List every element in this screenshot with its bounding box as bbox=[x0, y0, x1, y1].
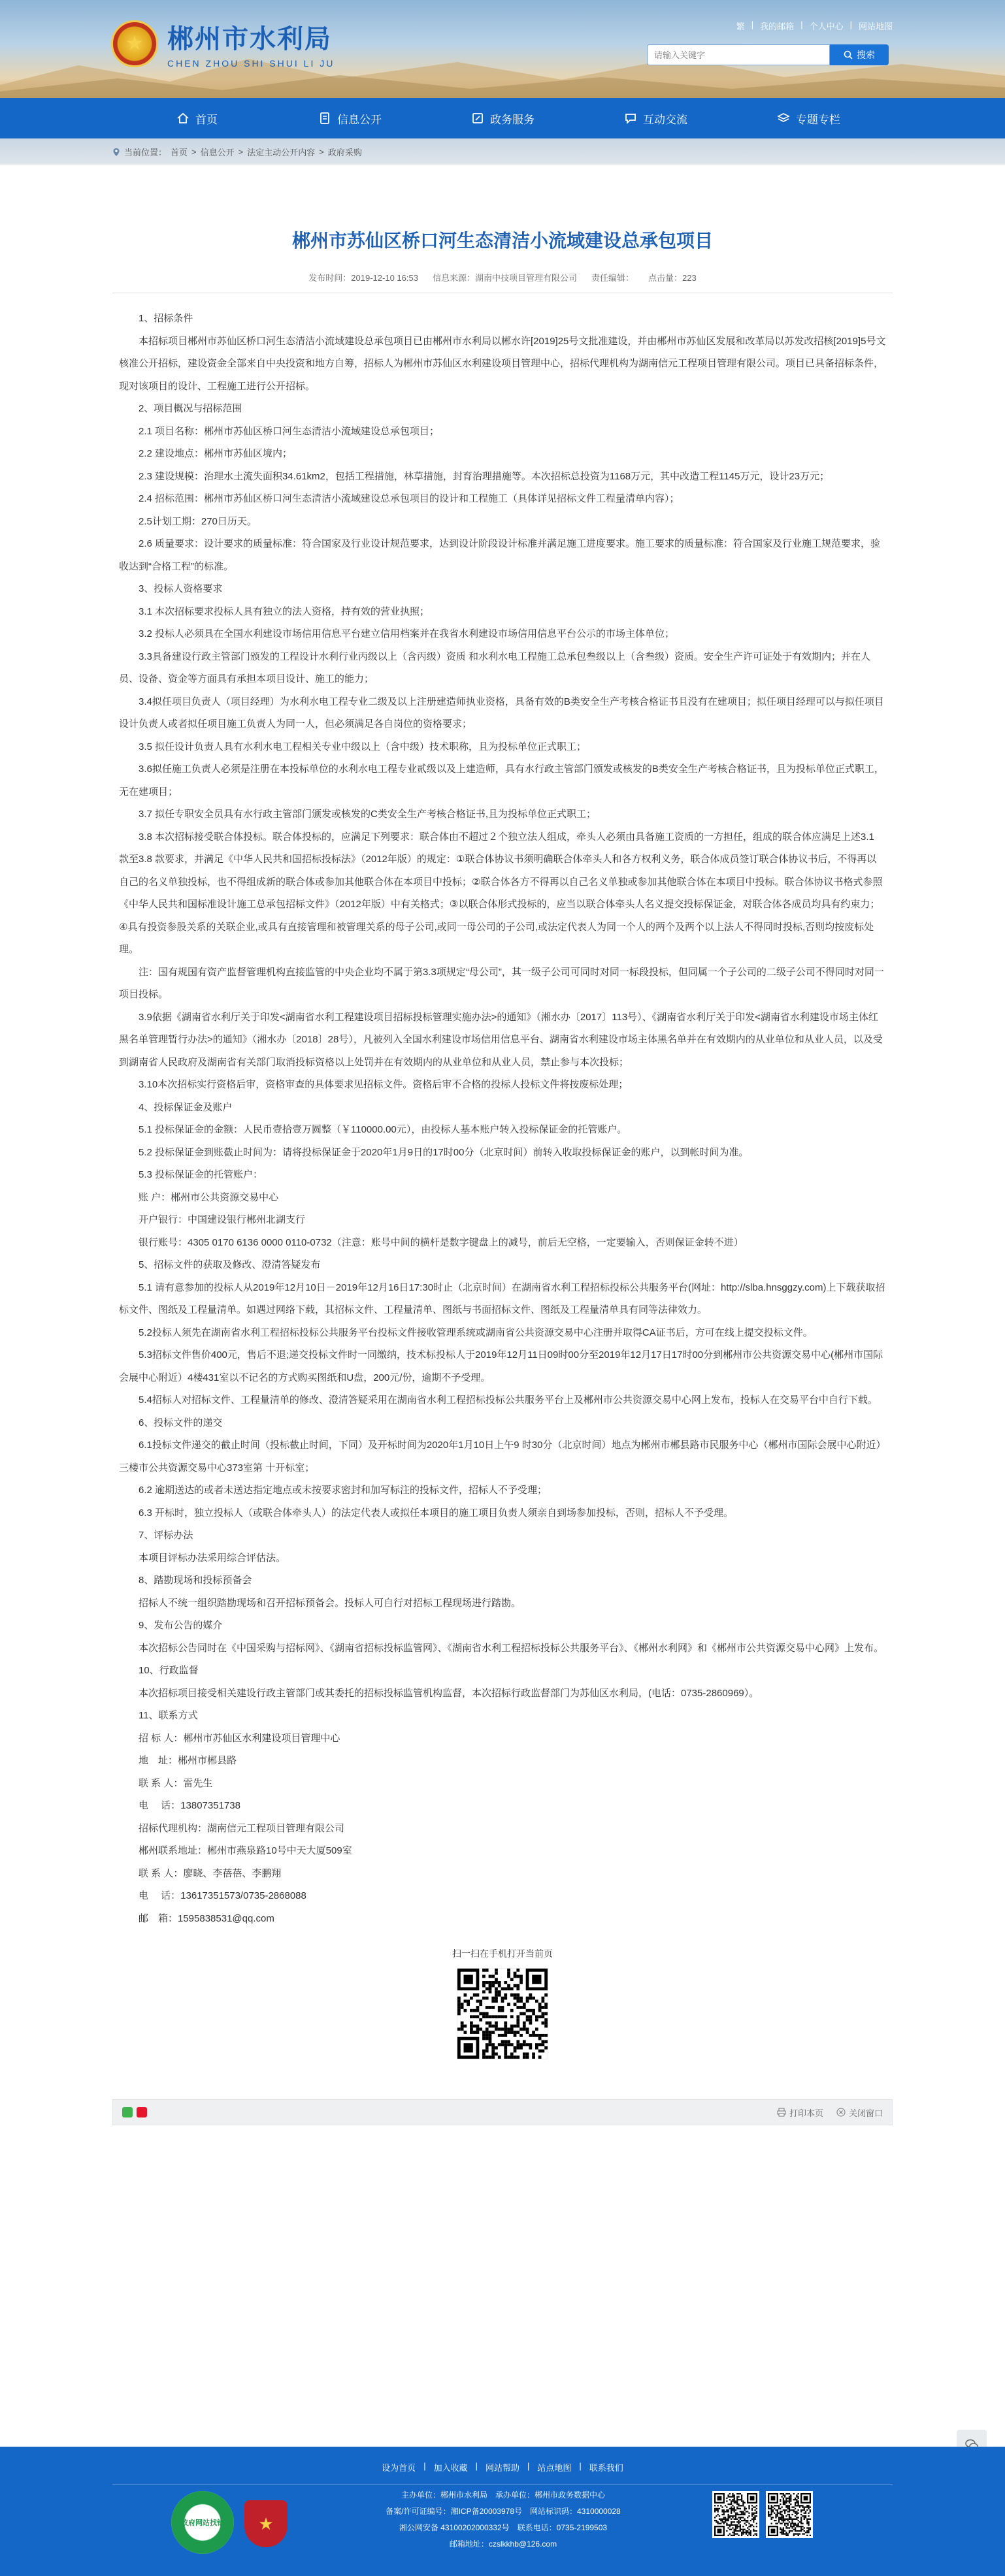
article-paragraph: 6.2 逾期送达的或者未送达指定地点或未按要求密封和加写标注的投标文件，招标人不予受理； bbox=[139, 1485, 548, 1496]
footer-link-sitemap[interactable]: 站点地图 bbox=[537, 2463, 572, 2473]
layers-icon bbox=[776, 111, 791, 125]
article-paragraph: 3.4拟任项目负责人（项目经理）为水利水电工程专业二级及以上注册建造师执业资格，具备有效的B类安全生产考核合格证书且没有在建项目；拟任项目经理可以与拟任项目设计负责人或者拟任项目施工负责人为同一人，但必须满足各自岗位的资格要求； bbox=[119, 696, 884, 730]
article-paragraph: 4、投标保证金及账户 bbox=[139, 1101, 233, 1113]
article-paragraph: 6.3 开标时，独立投标人（或联合体牵头人）的法定代表人或拟任本项目的施工项目负责人须亲自到场参加投标，否则，招标人不予受理。 bbox=[139, 1507, 734, 1519]
article-paragraph: 开户银行：中国建设银行郴州北湖支行 bbox=[139, 1214, 306, 1225]
article-paragraph: 6、投标文件的递交 bbox=[139, 1417, 223, 1428]
article-paragraph: 3.8 本次招标接受联合体投标。联合体投标的，应满足下列要求：联合体由不超过２个独立法人组成，牵头人必须由具备施工资质的一方担任，组成的联合体应满足上述3.1 款至3.8 款要求，并满足《中华人民共和国招标投标法》（2012年版）的规定：①联合体协议书须明确联合体牵头人和各方权利义务，联合体成员签订联合体协议书后，不得再以自己的名义单独投标，也不得组成新的联合体或参加其他联合体在本项目中投标；②联合体各方不得再以自己名义单独或参加其他联合体在本项目中投标。联合体协议书格式参照《中华人民共和国标准设计施工总承包招标文件》（2012年版）中有关格式；③以联合体形式投标的，应当以联合体牵头人名义提交投标保证金，对联合体各成员均具有约束力；④具有投资参股关系的关联企业,或具有直接管理和被管理关系的母子公司,或同一母公司的子公司,或法定代表人为同一个人的两个及两个以上法人不得同时投标,否则均按废标处理。 bbox=[119, 831, 883, 955]
article-paragraph: 3、投标人资格要求 bbox=[139, 583, 223, 594]
article-paragraph: 招标代理机构：湖南信元工程项目管理有限公司 bbox=[139, 1822, 345, 1834]
close-icon bbox=[836, 2108, 846, 2117]
footer-qr-code-icon-2 bbox=[766, 2491, 813, 2538]
site-header bbox=[0, 0, 1005, 98]
article-paragraph: 5.3 投标保证金的托管账户： bbox=[139, 1169, 263, 1180]
article-paragraph: 2、项目概况与招标范围 bbox=[139, 403, 242, 414]
article-paragraph: 3.7 拟任专职安全员具有水行政主管部门颁发或核发的C类安全生产考核合格证书,且为投标单位正式职工； bbox=[139, 809, 597, 820]
article-paragraph: 3.2 投标人必须具在全国水利建设市场信用信息平台建立信用档案并在我省水利建设市场信用信息平台公示的市场主体单位； bbox=[139, 628, 675, 639]
top-link-user-center[interactable]: 个人中心 bbox=[809, 22, 844, 31]
article-content bbox=[112, 293, 893, 1930]
footer-link-homepage[interactable]: 设为首页 bbox=[382, 2463, 416, 2473]
breadcrumb-item-home[interactable]: 首页 bbox=[171, 148, 188, 157]
article-paragraph: 5.2投标人须先在湖南省水利工程招标投标公共服务平台投标文件接收管理系统或湖南省公共资源交易中心注册并取得CA证书后，方可在线上提交投标文件。 bbox=[139, 1327, 813, 1338]
article-paragraph: 9、发布公告的媒介 bbox=[139, 1620, 223, 1631]
article-paragraph: 5.3招标文件售价400元，售后不退;递交投标文件时一同缴纳，技术标投标人于2019年12月11日09时00分至2019年12月17日17时00分到郴州市公共资源交易中心(郴州市国际会展中心附近）4楼431室以不记名的方式购买图纸和U盘，200元/份，逾期不予受理。 bbox=[119, 1349, 883, 1383]
article-paragraph: 联 系 人：廖晓、李蓓蓓、李鹏翔 bbox=[139, 1867, 282, 1879]
article-paragraph: 3.1 本次招标要求投标人具有独立的法人资格，持有效的营业执照； bbox=[139, 605, 430, 617]
site-name-en: CHEN ZHOU SHI SHUI LI JU bbox=[167, 58, 335, 69]
article-paragraph: 3.5 拟任设计负责人具有水利水电工程相关专业中级以上（含中级）技术职称，且为投标单位正式职工； bbox=[139, 741, 587, 752]
top-link-mailbox[interactable]: 我的邮箱 bbox=[760, 22, 795, 31]
article-paragraph: 本招标项目郴州市苏仙区桥口河生态清洁小流域建设总承包项目已由郴州市水利局以郴水许[2019]25号文批准建设，并由郴州市苏仙区发展和改革局以苏发改招核[2019]5号文核准公开招标，建设资金全部来自中央投资和地方自筹，招标人为郴州市苏仙区水利建设项目管理中心，招标代理机构为湖南信元工程项目管理有限公司。项目已具备招标条件，现对该项目的设计、工程施工进行公开招标。 bbox=[119, 335, 886, 392]
article-paragraph: 3.6拟任施工负责人必须是注册在本投标单位的水利水电工程专业贰级以及上建造师，具有水行政主管部门颁发或核发的B类安全生产考核合格证书，且为投标单位正式职工，无在建项目； bbox=[119, 764, 884, 797]
article-paragraph: 2.6 质量要求：设计要求的质量标准：符合国家及行业设计规范要求，达到设计阶段设计标准并满足施工进度要求。施工要求的质量标准：符合国家及行业施工规范要求，验收达到“合格工程”的标准。 bbox=[119, 538, 881, 572]
wechat-share-icon[interactable] bbox=[122, 2107, 133, 2117]
article-paragraph: 5.4招标人对招标文件、工程量清单的修改、澄清答疑采用在湖南省水利工程招标投标公共服务平台上及郴州市公共资源交易中心网上发布，投标人在交易平台中自行下载。 bbox=[139, 1394, 878, 1406]
search-box bbox=[647, 44, 889, 65]
footer-link-help[interactable]: 网站帮助 bbox=[485, 2463, 519, 2473]
nav-item-services[interactable]: 政务服务 bbox=[426, 98, 579, 138]
article-paragraph: 5.1 请有意参加的投标人从2019年12月10日－2019年12月16日17:30时止（北京时间）在湖南省水利工程招标投标公共服务平台(网址：http://slba.hnsggzy.com)上下载获取招标文件、图纸及工程量清单。如遇过网络下载，其招标文件、工程量清单、图纸与书面招标文件、图纸及工程量清单具有同等法律效力。 bbox=[119, 1281, 885, 1315]
footer-qr-code-icon bbox=[712, 2491, 759, 2538]
site-footer bbox=[0, 2447, 1005, 2576]
article-paragraph: 8、踏勘现场和投标预备会 bbox=[139, 1575, 252, 1586]
article-paragraph: 10、行政监督 bbox=[139, 1665, 199, 1676]
footer-link-favorite[interactable]: 加入收藏 bbox=[433, 2463, 468, 2473]
article-paragraph: 5、招标文件的获取及修改、澄清答疑发布 bbox=[139, 1259, 321, 1270]
footer-police: 湘公网安备 43100202000332号 联系电话：0735-2199503 bbox=[399, 2523, 608, 2532]
party-gov-icon: ★ bbox=[258, 2513, 274, 2534]
article-paragraph: 5.2 投标保证金到账截止时间为：请将投标保证金于2020年1月9日的17时00分（北京时间）前转入收取投标保证金的账户，以到帐时间为准。 bbox=[139, 1146, 749, 1158]
article-paragraph: 5.1 投标保证金的金额：人民币壹拾壹万圆整（￥110000.00元），由投标人基本账户转入投标保证金的托管账户。 bbox=[139, 1124, 627, 1135]
close-window-button[interactable]: 关闭窗口 bbox=[836, 2106, 883, 2119]
document-icon bbox=[318, 111, 332, 125]
publish-time: 发布时间：2019-12-10 16:53 bbox=[308, 273, 418, 283]
article-paragraph: 电 话：13617351573/0735-2868088 bbox=[139, 1890, 306, 1901]
qr-label: 扫一扫在手机打开当前页 bbox=[452, 1948, 553, 1959]
article-paragraph: 郴州联系地址：郴州市燕泉路10号中天大厦509室 bbox=[139, 1845, 352, 1856]
search-input[interactable] bbox=[647, 44, 830, 65]
footer-links: 设为首页 | 加入收藏 | 网站帮助 | 站点地图 | 联系我们 bbox=[382, 2461, 623, 2473]
view-count: 点击量：223 bbox=[648, 273, 697, 283]
nav-item-info[interactable]: 信息公开 bbox=[273, 98, 426, 138]
top-link-traditional[interactable]: 繁 bbox=[736, 22, 745, 31]
nav-item-interaction[interactable]: 互动交流 bbox=[579, 98, 732, 138]
breadcrumb-item-statutory[interactable]: 法定主动公开内容 bbox=[247, 148, 316, 157]
article-paragraph: 招标人不统一组织踏勘现场和召开招标预备会。投标人可自行对招标工程现场进行踏勘。 bbox=[139, 1597, 521, 1609]
footer-email: 邮箱地址：czslkkhb@126.com bbox=[449, 2539, 557, 2549]
article-paragraph: 2.5计划工期：270日历天。 bbox=[139, 515, 257, 527]
chat-icon bbox=[623, 111, 638, 125]
location-icon bbox=[112, 148, 120, 157]
search-icon bbox=[844, 50, 853, 59]
article-paragraph: 电 话：13807351738 bbox=[139, 1800, 240, 1811]
article-paragraph: 账 户：郴州市公共资源交易中心 bbox=[139, 1191, 279, 1203]
info-source: 信息来源：湖南中技项目管理有限公司 bbox=[432, 273, 577, 283]
print-icon bbox=[777, 2108, 786, 2117]
home-icon bbox=[176, 111, 190, 125]
article-paragraph: 3.10本次招标实行资格后审，资格审查的具体要求见招标文件。资格后审不合格的投标人投标文件将按废标处理； bbox=[139, 1079, 629, 1090]
breadcrumb: 当前位置： 首页 > 信息公开 > 法定主动公开内容 > 政府采购 bbox=[112, 146, 362, 158]
weibo-share-icon[interactable] bbox=[137, 2107, 147, 2117]
nav-item-home[interactable]: 首页 bbox=[120, 98, 273, 138]
article-paragraph: 2.3 建设规模：治理水土流失面积34.61km2，包括工程措施，林草措施，封育治理措施等。本次招标总投资为1168万元，其中改造工程1145万元，设计23万元； bbox=[139, 470, 830, 482]
article-paragraph: 2.4 招标范围：郴州市苏仙区桥口河生态清洁小流域建设总承包项目的设计和工程施工（具体详见招标文件工程量清单内容）； bbox=[139, 493, 680, 504]
editor: 责任编辑： bbox=[591, 273, 634, 283]
share-bar bbox=[112, 2099, 893, 2125]
article-paragraph: 地 址：郴州市郴县路 bbox=[139, 1755, 237, 1766]
breadcrumb-prefix: 当前位置： bbox=[124, 148, 167, 157]
breadcrumb-item-info[interactable]: 信息公开 bbox=[200, 148, 235, 157]
top-link-sitemap[interactable]: 网站地图 bbox=[858, 22, 893, 31]
footer-link-contact[interactable]: 联系我们 bbox=[589, 2463, 623, 2473]
article-paragraph: 1、招标条件 bbox=[139, 313, 193, 324]
breadcrumb-strip bbox=[0, 138, 1005, 165]
footer-info bbox=[386, 2487, 621, 2552]
site-name: 郴州市水利局 bbox=[167, 24, 332, 54]
article-paragraph: 本次招标项目接受相关建设行政主管部门或其委托的招标投标监管机构监督，本次招标行政监督部门为苏仙区水利局，(电话：0735-2860969）。 bbox=[139, 1687, 759, 1699]
article-paragraph: 3.9依据《湖南省水利厅关于印发<湖南省水利工程建设项目招标投标管理实施办法>的通知》（湘水办〔2017〕113号）、《湖南省水利厅关于印发<湖南省水利建设市场主体红黑名单管理暂行办法>的通知》（湘水办〔2018〕28号），凡被列入全国水利建设市场信用信息平台、湖南省水利建设市场主体黑名单并在有效期内的从业单位和从业人员，以及受到湖南省人民政府及湖南省有关部门取消投标资格以上处罚并在有效期内的从业单位和从业人员，禁止参与本次投标； bbox=[119, 1011, 883, 1068]
article-paragraph: 2.1 项目名称：郴州市苏仙区桥口河生态清洁小流域建设总承包项目； bbox=[139, 425, 440, 437]
article-paragraph: 11、联系方式 bbox=[139, 1710, 198, 1721]
error-report-badge[interactable]: 政府网站找错 bbox=[171, 2491, 234, 2554]
article-paragraph: 3.3具备建设行政主管部门颁发的工程设计水利行业丙级以上（含丙级）资质 和水利水电工程施工总承包叁级以上（含叁级）资质。安全生产许可证处于有效期内；并在人员、设备、资金等方面具有承担本项目设计、施工的能力； bbox=[119, 651, 871, 684]
top-links: 繁 | 我的邮箱 | 个人中心 | 网站地图 bbox=[736, 20, 893, 31]
print-button[interactable]: 打印本页 bbox=[777, 2106, 823, 2119]
breadcrumb-item-procurement[interactable]: 政府采购 bbox=[327, 148, 362, 157]
search-button[interactable]: 搜索 bbox=[830, 44, 889, 65]
article-paragraph: 本项目评标办法采用综合评估法。 bbox=[139, 1552, 286, 1564]
article-paragraph: 2.2 建设地点：郴州市苏仙区境内； bbox=[139, 448, 293, 459]
article-paragraph: 邮 箱：1595838531@qq.com bbox=[139, 1912, 274, 1924]
main-nav bbox=[0, 98, 1005, 138]
party-gov-badge[interactable] bbox=[244, 2500, 288, 2547]
site-logo[interactable] bbox=[111, 18, 335, 69]
footer-icp: 备案/许可证编号：湘ICP备20003978号 网站标识码：4310000028 bbox=[386, 2507, 621, 2516]
article-paragraph: 银行账号：4305 0170 6136 0000 0110-0732（注意：账号中间的横杆是数字键盘上的减号，前后无空格，一定要输入，否则保证金转不进） bbox=[139, 1236, 744, 1248]
article-paragraph: 6.1投标文件递交的截止时间（投标截止时间，下同）及开标时间为2020年1月10日上午9 时30分（北京时间）地点为郴州市郴县路市民服务中心（郴州市国际会展中心附近）三楼市公共资源交易中心373室第 十开标室； bbox=[119, 1440, 886, 1473]
article-paragraph: 7、评标办法 bbox=[139, 1530, 193, 1541]
nav-item-topics[interactable]: 专题专栏 bbox=[732, 98, 885, 138]
qr-code-icon bbox=[457, 1968, 548, 2059]
article-container bbox=[112, 227, 893, 2125]
page-tools bbox=[777, 2106, 883, 2119]
article-meta bbox=[112, 271, 893, 283]
article-paragraph: 联 系 人：雷先生 bbox=[139, 1777, 213, 1789]
article-paragraph: 招 标 人：郴州市苏仙区水利建设项目管理中心 bbox=[139, 1732, 340, 1744]
edit-icon bbox=[470, 111, 485, 125]
share-icons bbox=[122, 2107, 147, 2117]
footer-divider bbox=[112, 2484, 893, 2485]
footer-sponsor: 主办单位：郴州市水利局 承办单位：郴州市政务数据中心 bbox=[401, 2490, 605, 2500]
page-title: 郴州市苏仙区桥口河生态清洁小流域建设总承包项目 bbox=[291, 230, 713, 251]
article-paragraph: 本次招标公告同时在《中国采购与招标网》、《湖南省招标投标监管网》、《湖南省水利工程招标投标公共服务平台》、《郴州水利网》和《郴州市公共资源交易中心网》上发布。 bbox=[139, 1642, 884, 1654]
article-paragraph: 注：国有规国有资产监督管理机构直接监管的中央企业均不属于第3.3项规定“母公司”，其一级子公司可同时对同一标段投标，但同属一个子公司的二级子公司不得同时对同一项目投标。 bbox=[119, 966, 884, 1000]
qr-block bbox=[112, 1947, 893, 2063]
national-emblem-icon: ★ bbox=[111, 20, 158, 67]
